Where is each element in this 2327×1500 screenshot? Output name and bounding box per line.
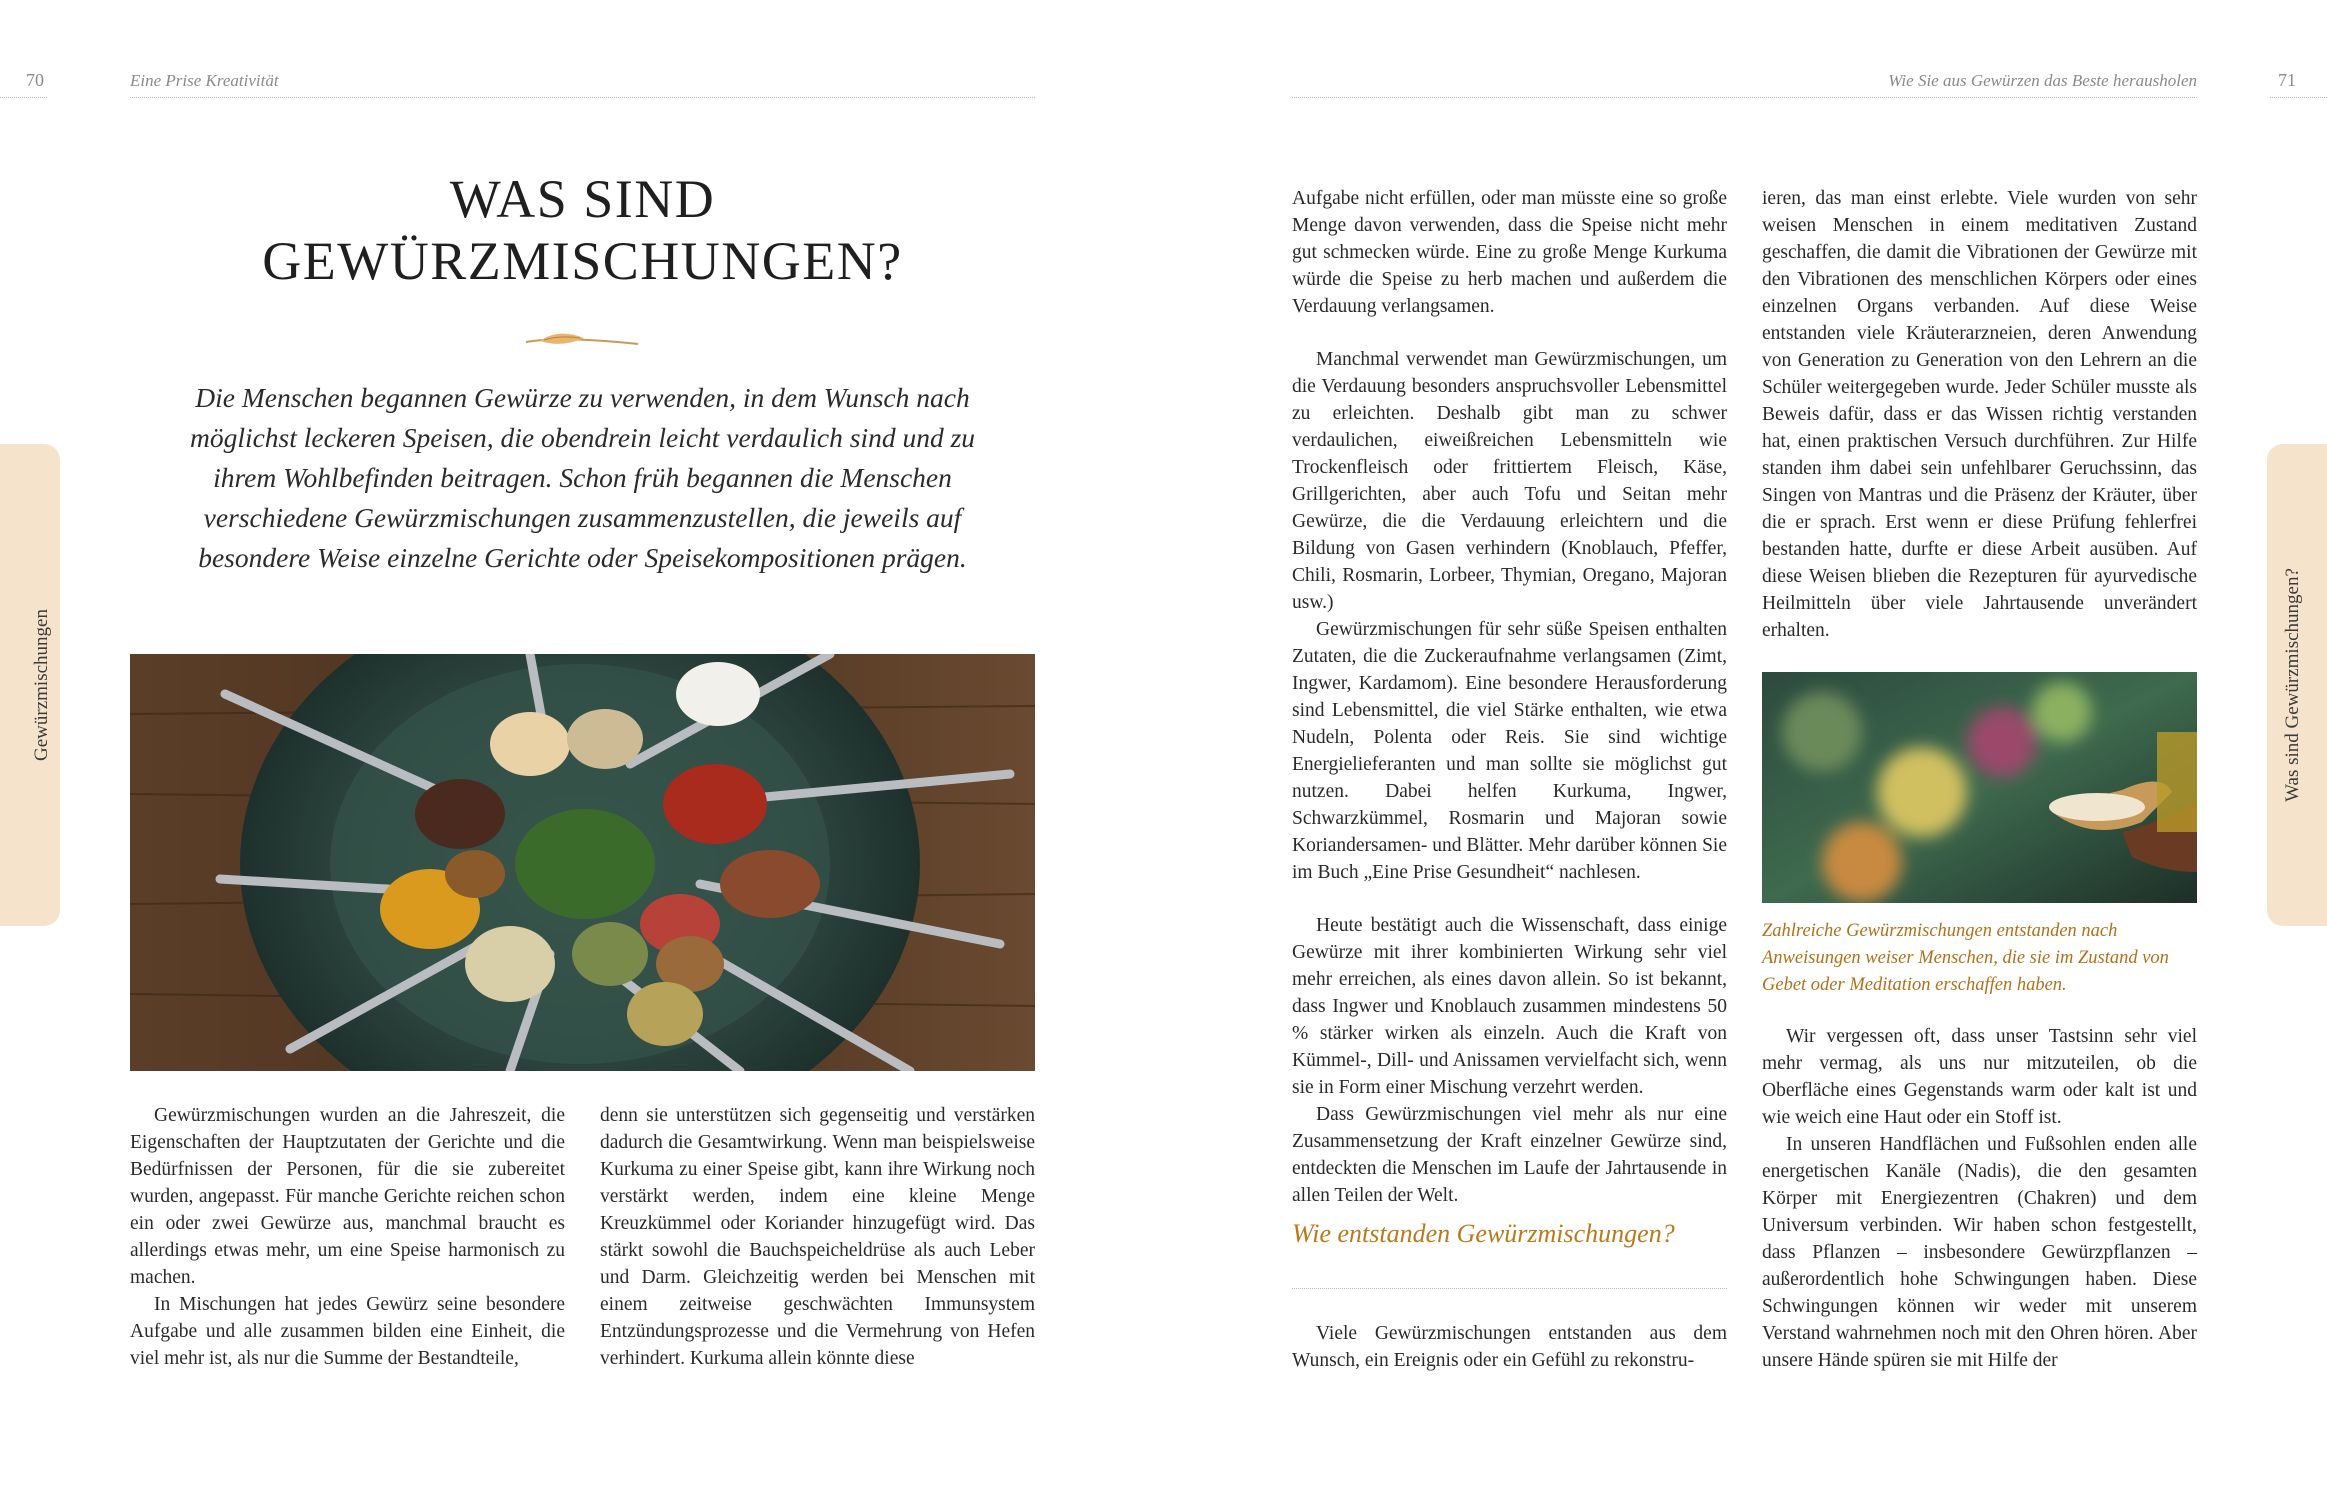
paragraph: ieren, das man einst erlebte. Viele wurden von sehr weisen Menschen in einem meditativen Zustand geschaffen, die damit die Vibrationen der Gewürze mit den Vibrationen des menschlichen Körpers oder eines einzelnen Organs verbanden. Auf diese Weise entstanden viele Kräuterarzneien, deren Anwendung von Generation zu Generation von den Lehrern an die Schüler weitergegeben wurde. Jeder Schüler musste als Beweis dafür, dass er das Wissen richtig verstanden hat, einen praktischen Versuch durchführen. Zur Hilfe standen ihm dabei sein unfehlbarer Geruchssinn, das Singen von Mantras und die Präsenz der Kräuter, über die er sprach. Erst wenn er diese Prüfung fehlerfrei bestanden hatte, durfte er diese Arbeit ausüben. Auf diese Weisen blieben die Rezepturen für ayurvedische Heilmitteln über viele Jahrtausende unverändert erhalten. (1762, 188, 2197, 641)
intro-paragraph: Die Menschen begannen Gewürze zu verwenden, in dem Wunsch nach möglichst leckeren Speisen, die obendrein leicht verdaulich sind und zu ihrem Wohlbefinden beitragen. Schon früh begannen die Menschen verschiedene Gewürzmischungen zusammenzustellen, die jeweils auf besondere Weise einzelne Gerichte oder Speisekompositionen prägen. (189, 382, 976, 573)
right-column-2-bottom (1762, 1023, 2197, 1374)
page-number-right: 71 (2278, 70, 2296, 90)
right-column-1-bottom (1292, 1320, 1727, 1374)
title-line-1: WAS SIND (449, 169, 716, 229)
meditation-photo (1762, 672, 2197, 903)
paragraph: denn sie unterstützen sich gegenseitig und verstärken dadurch die Gesamtwirkung. Wenn man beispielsweise Kurkuma zu einer Speise gibt, kann ihre Wirkung noch verstärkt werden, indem eine kleine Menge Kreuzkümmel oder Koriander hinzugefügt wird. Das stärkt sowohl die Bauchspeicheldrüse als auch Leber und Darm. Gleichzeitig werden bei Menschen mit einem zeitweise geschwächten Immunsystem Entzündungsprozesse und die Vermehrung von Hefen verhindert. Kurkuma allein könnte diese (600, 1105, 1035, 1369)
left-column-2 (600, 1102, 1035, 1372)
header-rule-right (1292, 97, 2197, 98)
section-heading: Wie entstanden Gewürzmischungen? (1292, 1219, 1675, 1248)
spices-photo (130, 654, 1035, 1071)
title-line-2: GEWÜRZMISCHUNGEN? (262, 231, 903, 291)
paragraph: Dass Gewürzmischungen viel mehr als nur eine Zusammensetzung der Kraft einzelner Gewürze sind, entdeckten die Menschen im Laufe der Jahrtausende in allen Teilen der Welt. (1292, 1104, 1727, 1206)
left-column-1 (130, 1102, 565, 1372)
ornament-leaf-icon (522, 326, 642, 352)
running-header-left: Eine Prise Kreativität (130, 71, 279, 90)
paragraph: Aufgabe nicht erfüllen, oder man müsste eine so große Menge davon verwenden, dass die Speise nicht mehr gut schmecken würde. Eine zu große Menge Kurkuma würde die Speise zu herb machen und außerdem die Verdauung verlangsamen. (1292, 188, 1727, 317)
paragraph: In unseren Handflächen und Fußsohlen enden alle energetischen Kanäle (Nadis), die den gesamten Körper mit Energiezentren (Chakren) und dem Universum verbinden. Wir haben schon festgestellt, dass Pflanzen – insbesondere Gewürzpflanzen – außerordentlich hohe Schwingungen haben. Diese Schwingungen können wir weder mit unserem Verstand wahrnehmen noch mit den Ohren hören. Aber unsere Hände spüren sie mit Hilfe der (1762, 1134, 2197, 1371)
header-rule-left-margin (0, 97, 47, 98)
right-column-1 (1292, 185, 1727, 1209)
running-header-right: Wie Sie aus Gewürzen das Beste herausholen (1888, 71, 2197, 90)
paragraph: Heute bestätigt auch die Wissenschaft, dass einige Gewürze mit ihrer kombinierten Wirkung sehr viel mehr erreichen, als eines davon allein. So ist bekannt, dass Ingwer und Knoblauch zusammen mindestens 50 % stärker wirken als einzeln. Auch die Kraft von Kümmel-, Dill- und Anissamen vervielfacht sich, wenn sie in Form einer Mischung verzehrt werden. (1292, 915, 1727, 1098)
photo-caption: Zahlreiche Gewürzmischungen entstanden nach Anweisungen weiser Menschen, die sie im Zustand von Gebet oder Meditation erschaffen haben. (1762, 921, 2169, 995)
page-title (130, 168, 1035, 292)
paragraph: Wir vergessen oft, dass unser Tastsinn sehr viel mehr vermag, als uns nur mitzuteilen, ob die Oberfläche eines Gegenstands warm oder kalt ist und wie weich eine Haut oder ein Stoff ist. (1762, 1026, 2197, 1128)
paragraph: Manchmal verwendet man Gewürzmischungen, um die Verdauung besonders anspruchsvoller Lebensmittel zu erleichten. Deshalb gibt man zu schwer verdaulichen, eiweißreichen Lebensmitteln wie Trockenfleisch oder frittiertem Fleisch, Käse, Grillgerichten, aber auch Tofu und Seitan mehr Gewürze, die die Verdauung erleichtern und die Bildung von Gasen verhindern (Knoblauch, Pfeffer, Chili, Rosmarin, Lorbeer, Thymian, Oregano, Majoran usw.) (1292, 349, 1727, 613)
header-rule-right-margin (2270, 97, 2327, 98)
right-column-2 (1762, 185, 2197, 644)
page-number-left: 70 (26, 70, 44, 90)
heading-rule (1292, 1288, 1727, 1289)
side-tab-right-label: Was sind Gewürzmischungen? (2282, 568, 2303, 802)
header-rule-left (130, 97, 1035, 98)
side-tab-left-label: Gewürzmischungen (31, 609, 52, 761)
paragraph: Viele Gewürzmischungen entstanden aus dem Wunsch, ein Ereignis oder ein Gefühl zu rekonstru- (1292, 1323, 1727, 1371)
paragraph: Gewürzmischungen wurden an die Jahreszeit, die Eigenschaften der Hauptzutaten der Gerichte und die Bedürfnissen der Personen, für die sie zubereitet wurden, angepasst. Für manche Gerichte reichen schon ein oder zwei Gewürze aus, manchmal braucht es allerdings etwas mehr, um eine Speise harmonisch zu machen. (130, 1105, 565, 1288)
paragraph: Gewürzmischungen für sehr süße Speisen enthalten Zutaten, die die Zuckeraufnahme verlangsamen (Zimt, Ingwer, Kardamom). Eine besondere Herausforderung sind Lebensmittel, die viel Stärke enthalten, wie etwa Nudeln, Polenta oder Reis. Sie sind wichtige Energielieferanten und man sollte sie möglichst gut nutzen. Dabei helfen Kurkuma, Ingwer, Schwarzkümmel, Rosmarin und Majoran sowie Koriandersamen- und Blätter. Mehr darüber können Sie im Buch „Eine Prise Gesundheit“ nachlesen. (1292, 619, 1727, 883)
paragraph: In Mischungen hat jedes Gewürz seine besondere Aufgabe und alle zusammen bilden eine Einheit, die viel mehr ist, als nur die Summe der Bestandteile, (130, 1294, 565, 1369)
